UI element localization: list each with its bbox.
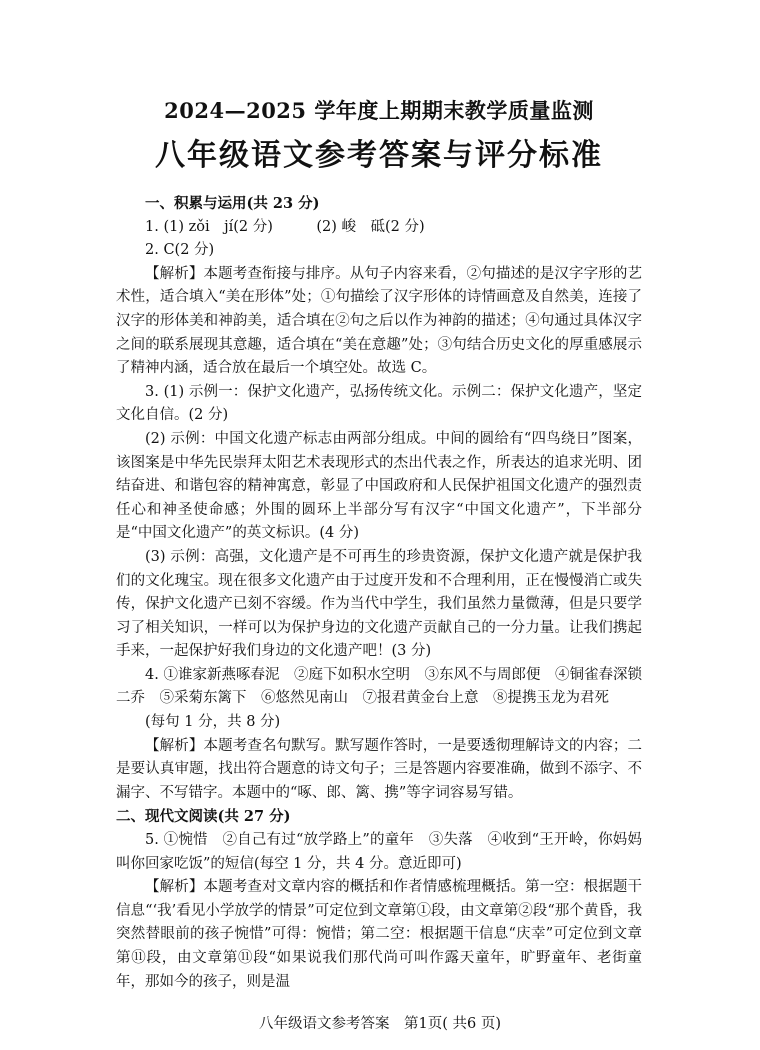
answer-q3-1: 3. (1) 示例一：保护文化遗产，弘扬传统文化。示例二：保护文化遗产，坚定文化自信。(2 分) — [116, 383, 642, 424]
answer-q1: 1. (1) zǒi jí(2 分) (2) 峻 砥(2 分) — [145, 218, 425, 235]
answer-q3-3: (3) 示例：高强，文化遗产是不可再生的珍贵资源，保护文化遗产就是保护我们的文化瑰宝。现在很多文化遗产由于过度开发和不合理利用，正在慢慢消亡或失传，保护文化遗产已刻不容缓。作为当代中学生，我们虽然力量微薄，但是只要学习了相关知识，一样可以为保护身边的文化遗产贡献自己的一分力量。让我们携起手来，一起保护好我们身边的文化遗产吧！(3 分) — [116, 548, 642, 660]
document-title: 八年级语文参考答案与评分标准 — [155, 138, 603, 173]
score-q4: (每句 1 分，共 8 分) — [145, 714, 281, 731]
analysis-q5: 【解析】本题考查对文章内容的概括和作者情感梳理概括。第一空：根据题干信息“‘我’看见小学放学的情景”可定位到文章第①段，由文章第②段“那个黄昏，我突然替眼前的孩子惋惜”可得：惋惜；第二空：根据题干信息“庆幸”可定位到文章第⑪段，由文章第⑪段“如果说我们那代尚可叫作露天童年，旷野童年、老街童年，那如今的孩子，则是温 — [116, 879, 642, 990]
exam-title: 2024—2025 学年度上期期末教学质量监测 — [164, 98, 594, 123]
section1-heading: 一、积累与运用(共 23 分) — [145, 195, 320, 212]
answer-q5: 5. ①惋惜 ②自己有过“放学路上”的童年 ③失落 ④收到“王开岭，你妈妈叫你回家吃饭”的短信(每空 1 分，共 4 分。意近即可) — [116, 832, 642, 872]
analysis-q4: 【解析】本题考查名句默写。默写题作答时，一是要透彻理解诗文的内容；二是要认真审题，找出符合题意的诗文句子；三是答题内容要准确，做到不添字、不漏字、不写错字。本题中的“啄、郎、篱、携”等字词容易写错。 — [116, 737, 642, 801]
answer-q3-2: (2) 示例：中国文化遗产标志由两部分组成。中间的圆给有“四鸟绕日”图案，该图案是中华先民崇拜太阳艺术表现形式的杰出代表之作，所表达的追求光明、团结奋进、和谐包容的精神寓意，彰显了中国政府和人民保护祖国文化遗产的强烈责任心和神圣使命感；外围的圆环上半部分写有汉字“中国文化遗产”，下半部分是“中国文化遗产”的英文标识。(4 分) — [116, 430, 642, 542]
analysis-q2: 【解析】本题考查衔接与排序。从句子内容来看，②句描述的是汉字字形的艺术性，适合填入“美在形体”处；①句描绘了汉字形体的诗情画意及自然美，连接了汉字的形体美和神韵美，适合填在②句之后以作为神韵的描述；④句通过具体汉字之间的联系展现其意趣，适合填在“美在意趣”处；③句结合历史文化的厚重感展示了精神内涵，适合放在最后一个填空处。故选 C。 — [116, 265, 642, 377]
answer-q4: 4. ①谁家新燕啄春泥 ②庭下如积水空明 ③东风不与周郎便 ④铜雀春深锁二乔 ⑤采菊东篱下 ⑥悠然见南山 ⑦报君黄金台上意 ⑧提携玉龙为君死 — [116, 666, 642, 707]
section2-heading: 二、现代文阅读(共 27 分) — [116, 808, 291, 826]
answer-q2: 2. C(2 分) — [145, 242, 215, 259]
page-footer: 八年级语文参考答案 第1页( 共6 页) — [259, 1016, 501, 1032]
